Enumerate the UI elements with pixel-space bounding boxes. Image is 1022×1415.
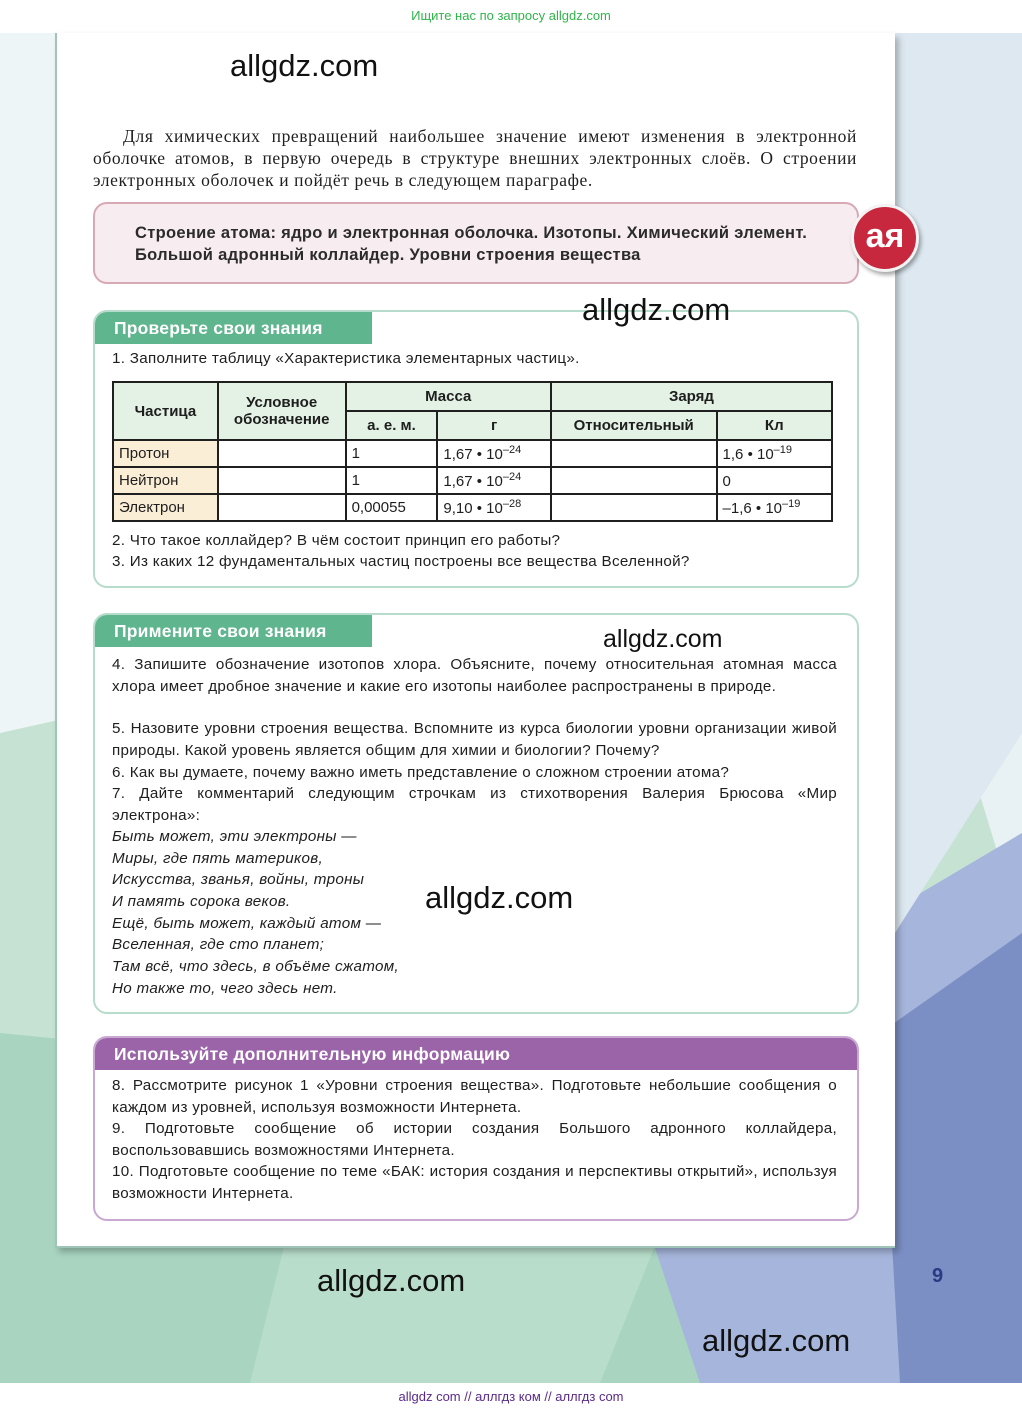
header-charge: Заряд <box>551 382 832 411</box>
relative-cell[interactable] <box>551 467 717 494</box>
top-banner[interactable]: Ищите нас по запросу allgdz.com <box>411 8 611 23</box>
question-5: 5. Назовите уровни строения вещества. Вспомните из курса биологии уровни организации живой природы. Какой уровень является общим для химии и биологии? Почему? <box>112 720 837 759</box>
header-mass: Масса <box>346 382 551 411</box>
check-knowledge-title: Проверьте свои знания <box>95 312 372 344</box>
watermark: allgdz.com <box>702 1323 851 1358</box>
particle-name: Нейтрон <box>113 467 218 494</box>
apply-knowledge-title: Примените свои знания <box>95 615 372 647</box>
language-badge-icon: ая <box>851 204 919 272</box>
question-8: 8. Рассмотрите рисунок 1 «Уровни строения вещества». Подготовьте небольшие сообщения о каждом из уровней, используя возможности Интернета. <box>112 1077 837 1116</box>
bottom-banner[interactable]: allgdz com // аллгдз ком // аллгдз com <box>398 1389 624 1404</box>
poem-line: Вселенная, где сто планет; <box>112 936 325 954</box>
amu-cell: 1 <box>346 467 438 494</box>
table-row <box>113 467 832 494</box>
table-row <box>113 440 832 467</box>
particle-name: Протон <box>113 440 218 467</box>
intro-paragraph: Для химических превращений наибольшее значение имеют изменения в электронной оболочке атомов, в первую очередь в структуре внешних электронных слоёв. О строении электронных оболочек и пойдёт речь в следующем параграфе. <box>93 126 857 190</box>
question-10: 10. Подготовьте сообщение по теме «БАК: история создания и перспективы открытий», используя возможности Интернета. <box>112 1163 837 1202</box>
question-9: 9. Подготовьте сообщение об истории создания Большого адронного коллайдера, воспользовавшись возможностями Интернета. <box>112 1120 837 1159</box>
relative-cell[interactable] <box>551 494 717 521</box>
header-relative: Относительный <box>551 411 717 440</box>
topics-box <box>93 202 859 284</box>
question-3: 3. Из каких 12 фундаментальных частиц построены все вещества Вселенной? <box>112 553 690 570</box>
question-4: 4. Запишите обозначение изотопов хлора. Объясните, почему относительная атомная масса хлора имеет дробное значение и какие его изотопы наиболее распространены в природе. <box>112 656 837 695</box>
grams-cell: 9,10 • $10^{-28}$ <box>437 494 550 521</box>
coulomb-cell: –1,6 • $10^{-19}$ <box>717 494 832 521</box>
watermark: allgdz.com <box>603 625 723 653</box>
watermark: allgdz.com <box>230 48 379 83</box>
symbol-cell[interactable] <box>218 467 346 494</box>
relative-cell[interactable] <box>551 440 717 467</box>
question-1: 1. Заполните таблицу «Характеристика элементарных частиц». <box>112 350 580 367</box>
coulomb-cell: 1,6 • $10^{-19}$ <box>717 440 832 467</box>
question-6: 6. Как вы думаете, почему важно иметь представление о сложном строении атома? <box>112 764 730 781</box>
header-particle: Частица <box>113 382 218 440</box>
question-2: 2. Что такое коллайдер? В чём состоит принцип его работы? <box>112 532 561 549</box>
particles-table <box>112 381 833 522</box>
header-symbol: Условное обозначение <box>218 382 346 440</box>
extra-info-title: Используйте дополнительную информацию <box>95 1038 857 1070</box>
grams-cell: 1,67 • $10^{-24}$ <box>437 467 550 494</box>
question-7: 7. Дайте комментарий следующим строчкам из стихотворения Валерия Брюсова «Мир электрона»: <box>112 785 837 824</box>
poem-line: Там всё, что здесь, в объёме сжатом, <box>112 958 399 976</box>
header-coulomb: Кл <box>717 411 832 440</box>
amu-cell: 0,00055 <box>346 494 438 521</box>
particle-name: Электрон <box>113 494 218 521</box>
watermark: allgdz.com <box>317 1263 466 1298</box>
topics-text: Строение атома: ядро и электронная оболочка. Изотопы. Химический элемент. Большой адронный коллайдер. Уровни строения вещества <box>135 224 808 264</box>
coulomb-cell: 0 <box>717 467 832 494</box>
header-amu: а. е. м. <box>346 411 438 440</box>
poem <box>112 826 472 1000</box>
symbol-cell[interactable] <box>218 440 346 467</box>
header-grams: г <box>437 411 550 440</box>
watermark: allgdz.com <box>582 292 731 327</box>
table-row <box>113 494 832 521</box>
watermark: allgdz.com <box>425 880 574 915</box>
poem-line: Ещё, быть может, каждый атом — <box>112 914 382 932</box>
poem-line: Миры, где пять материков, <box>112 849 323 867</box>
page-number: 9 <box>932 1265 944 1287</box>
symbol-cell[interactable] <box>218 494 346 521</box>
poem-line: Искусства, званья, войны, троны <box>112 871 365 889</box>
amu-cell: 1 <box>346 440 438 467</box>
poem-line: И память сорока веков. <box>112 893 291 911</box>
poem-line: Но также то, чего здесь нет. <box>112 979 338 997</box>
poem-line: Быть может, эти электроны — <box>112 828 357 845</box>
grams-cell: 1,67 • $10^{-24}$ <box>437 440 550 467</box>
